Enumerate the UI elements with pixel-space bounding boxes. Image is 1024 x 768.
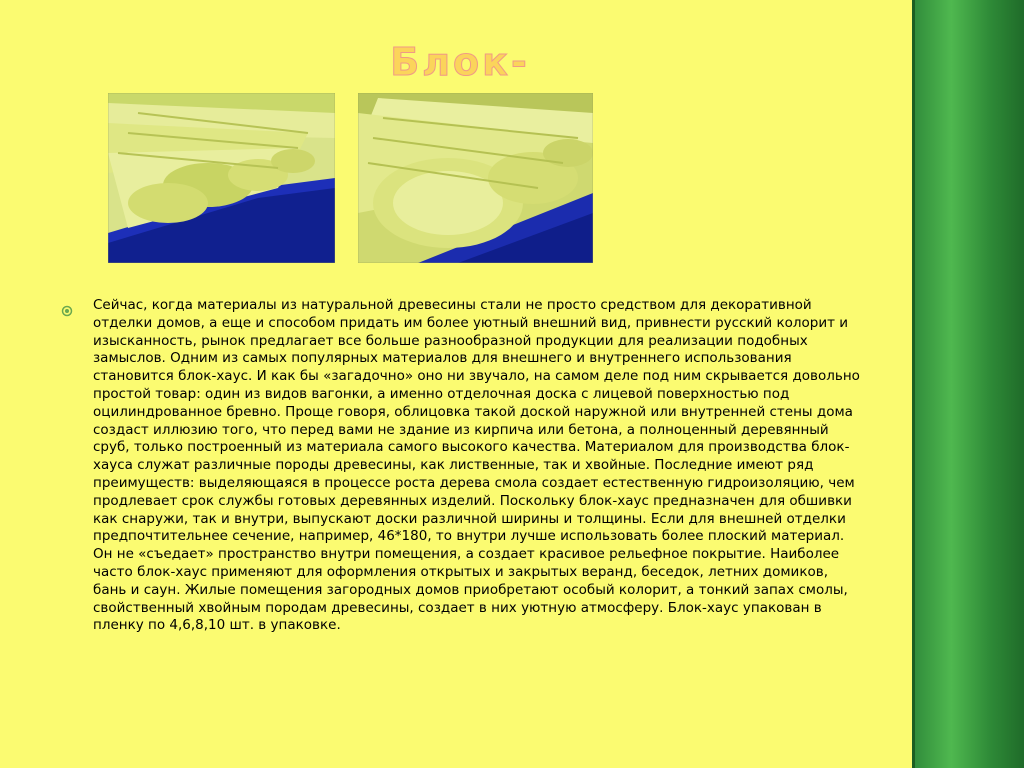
wood-boards-image <box>108 93 335 263</box>
photo-block-house-1 <box>108 93 335 263</box>
slide-title: Блок- <box>390 40 530 84</box>
body-paragraph: Сейчас, когда материалы из натуральной древесины стали не просто средством для декоративной отделки домов, а еще и способом придать им более уютный внешний вид, привнести русский колорит и изысканность, рынок предлагает все больше разнообразной продукции для реализации подобных замыслов. Одним из самых популярных материалов для внешнего и внутреннего использования становится блок-хаус. И как бы «загадочно» оно ни звучало, на самом деле под ним скрывается довольно простой товар: один из видов вагонки, а именно отделочная доска с лицевой поверхностью под оцилиндрованное бревно. Проще говоря, облицовка такой доской наружной или внутренней стены дома создаст иллюзию того, что перед вами не здание из кирпича или бетона, а полноценный деревянный сруб, только построенный из материала самого высокого качества. Материалом для производства блок-хауса служат различные породы древесины, как лиственные, так и хвойные. Последние имеют ряд преимуществ: выделяющаяся в процессе роста дерева смола создает естественную гидроизоляцию, чем продлевает срок службы готовых деревянных изделий. Поскольку блок-хаус предназначен для обшивки как снаружи, так и внутри, выпускают доски различной ширины и толщины. Если для внешней отделки предпочтительнее сечение, например, 46*180, то внутри лучше использовать более плоский материал. Он не «съедает» пространство внутри помещения, а создает красивое рельефное покрытие. Наиболее часто блок-хаус применяют для оформления открытых и закрытых веранд, беседок, летних домиков, бань и саун. Жилые помещения загородных домов приобретают особый колорит, а тонкий запах смолы, свойственный хвойным породам древесины, создает в них уютную атмосферу. Блок-хаус упакован в пленку по 4,6,8,10 шт. в упаковке. <box>93 297 860 634</box>
wood-boards-image <box>358 93 593 263</box>
circle-bullet-icon <box>61 302 73 314</box>
decorative-side-bar <box>912 0 1024 768</box>
photo-block-house-2 <box>358 93 593 263</box>
